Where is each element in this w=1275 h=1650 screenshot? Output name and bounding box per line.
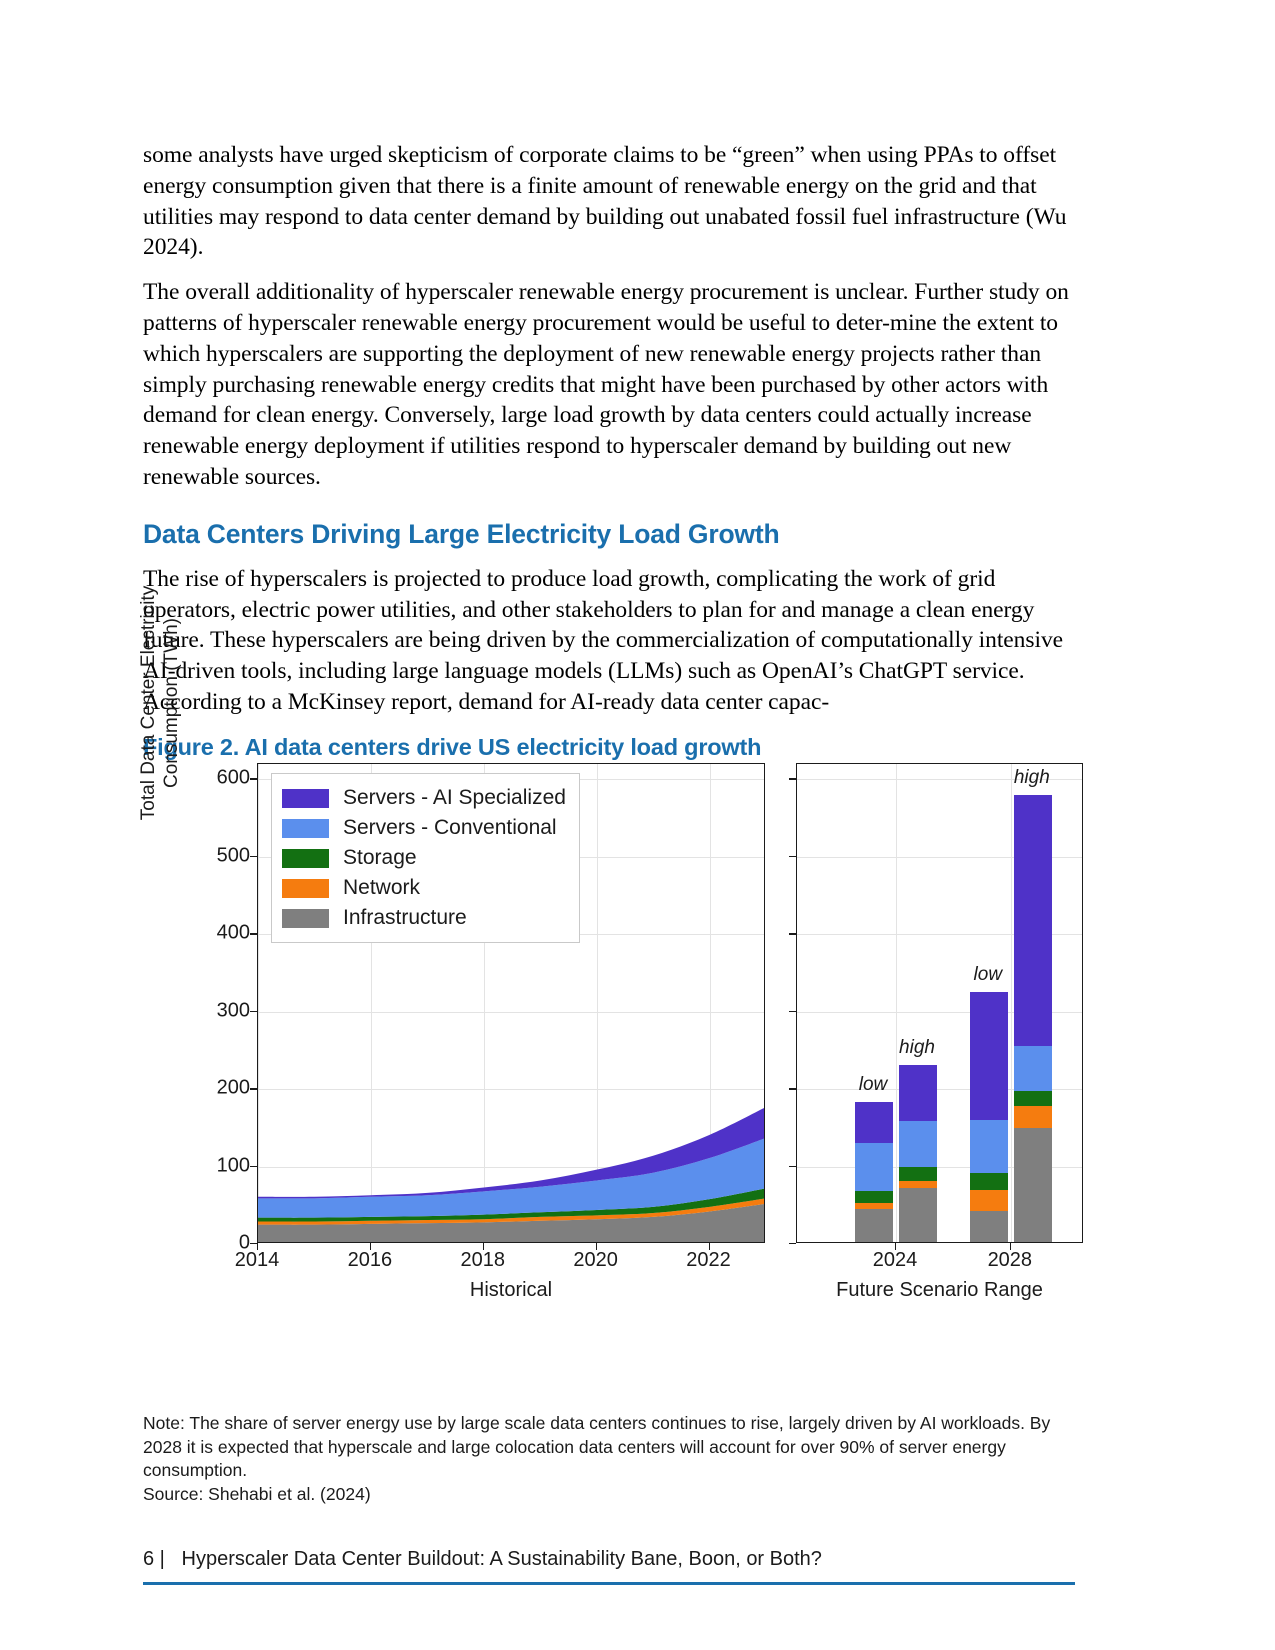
legend-item-infrastructure — [282, 903, 566, 933]
footer-page-number: 6 | — [143, 1548, 165, 1570]
bar-segment-servers-ai-specialized — [899, 1065, 937, 1121]
figure-source: Source: Shehabi et al. (2024) — [143, 1483, 371, 1504]
figure-title: Figure 2. AI data centers drive US electricity load growth — [143, 734, 762, 760]
y-tick-mark-right — [789, 856, 796, 857]
y-tick-mark — [250, 933, 257, 934]
bar-segment-storage — [1014, 1091, 1052, 1106]
y-axis-ticks — [188, 763, 250, 1254]
legend-label-infrastructure: Infrastructure — [343, 906, 467, 929]
y-tick-label: 500 — [216, 844, 250, 867]
x-tick-label: 2022 — [686, 1249, 731, 1271]
x-tick-label: 2018 — [460, 1249, 506, 1271]
y-tick-mark-right — [789, 778, 796, 779]
x-tick-label: 2020 — [573, 1249, 618, 1271]
gridline-vertical-right — [1011, 764, 1012, 1242]
legend-item-servers-conventional — [282, 813, 566, 843]
paragraph-1: some analysts have urged skepticism of corporate claims to be “green” when using PPAs to offset energy consumption given that there is a finite amount of renewable energy on the grid and that utilities may respond to data center demand by building out unabated fossil fuel infrastructure (Wu 2024). — [143, 142, 1067, 261]
y-tick-label: 400 — [216, 921, 250, 944]
bar-segment-servers-conventional — [1014, 1046, 1052, 1091]
bar-segment-servers-conventional — [970, 1120, 1008, 1173]
figure-notes — [143, 1412, 1083, 1506]
footer-divider — [143, 1582, 1075, 1585]
y-tick-mark — [250, 778, 257, 779]
y-tick-label: 0 — [238, 1231, 250, 1254]
legend-swatch-infrastructure — [282, 909, 329, 928]
x-axis-title-future: Future Scenario Range — [836, 1279, 1043, 1301]
y-tick-mark-right — [789, 1011, 796, 1012]
y-axis-label-line2: Consumption (TWh) — [161, 618, 182, 788]
y-tick-mark-right — [789, 1166, 796, 1167]
x-tick-label-right: 2024 — [872, 1249, 918, 1271]
legend-label-servers-conventional: Servers - Conventional — [343, 816, 557, 839]
bar-segment-storage — [970, 1173, 1008, 1190]
paragraph-2: The overall additionality of hyperscaler renewable energy procurement is unclear. Further study on patterns of hyperscaler renewable energy procurement would be useful to deter-mine the extent to which hyperscalers are supporting the deployment of new renewable energy projects rather than simply purchasing renewable energy credits that might have been purchased by other actors with demand for clean energy. Conversely, large load growth by data centers could actually increase renewable energy deployment if utilities respond to hyperscaler demand by building out new renewable sources. — [143, 279, 1069, 490]
bar-segment-servers-conventional — [855, 1143, 893, 1191]
bar-scenario-label-2028-low: low — [973, 964, 1003, 986]
x-tick-label: 2014 — [234, 1249, 280, 1271]
y-tick-mark — [250, 1243, 257, 1244]
legend-swatch-storage — [282, 849, 329, 868]
bar-segment-infrastructure — [970, 1211, 1008, 1243]
y-tick-label: 300 — [216, 999, 250, 1022]
y-tick-mark — [250, 1166, 257, 1167]
y-tick-mark — [250, 1088, 257, 1089]
bar-segment-network — [855, 1203, 893, 1209]
legend-label-storage: Storage — [343, 846, 417, 869]
bar-segment-infrastructure — [855, 1209, 893, 1243]
page-footer — [143, 1548, 1083, 1571]
bar-segment-servers-conventional — [899, 1121, 937, 1167]
bar-segment-network — [970, 1190, 1008, 1212]
figure-note: Note: The share of server energy use by large scale data centers continues to rise, largely driven by AI workloads. By 2028 it is expected that hyperscale and large colocation data centers will account for over 90% of server energy consumption. — [143, 1413, 1051, 1480]
legend-item-storage — [282, 843, 566, 873]
paragraph-3: The rise of hyperscalers is projected to produce load growth, complicating the work of grid operators, electric power utilities, and other stakeholders to plan for and manage a clean energy future. These hyperscalers are being driven by the commercialization of computationally intensive AI-driven tools, including large language models (LLMs) such as OpenAI’s ChatGPT service. According to a McKinsey report, demand for AI-ready data center capac- — [143, 565, 1064, 715]
y-axis-label-line1: Total Data Center Electricity — [138, 585, 159, 821]
future-panel — [796, 763, 1083, 1243]
y-axis-label — [137, 538, 183, 868]
legend-label-network: Network — [343, 876, 421, 899]
legend-swatch-servers-ai — [282, 789, 329, 808]
legend-label-servers-ai: Servers - AI Specialized — [343, 786, 566, 809]
section-heading: Data Centers Driving Large Electricity Load Growth — [143, 518, 780, 549]
bar-segment-servers-ai-specialized — [1014, 795, 1052, 1046]
legend-swatch-network — [282, 879, 329, 898]
bar-scenario-label-2024-high: high — [899, 1037, 935, 1059]
y-tick-mark-right — [789, 1088, 796, 1089]
x-tick-label: 2016 — [347, 1249, 393, 1271]
y-tick-label: 600 — [216, 766, 250, 789]
bar-segment-network — [899, 1181, 937, 1188]
y-tick-label: 100 — [216, 1154, 250, 1177]
bar-segment-storage — [899, 1167, 937, 1181]
legend-item-network — [282, 873, 566, 903]
footer-document-title: Hyperscaler Data Center Buildout: A Sustainability Bane, Boon, or Both? — [181, 1548, 822, 1570]
x-axis-title-historical: Historical — [469, 1279, 553, 1301]
bar-scenario-label-2024-low: low — [858, 1074, 888, 1096]
legend-item-servers-ai — [282, 783, 566, 813]
bar-segment-storage — [855, 1191, 893, 1203]
y-tick-mark-right — [789, 933, 796, 934]
y-tick-mark-right — [789, 1243, 796, 1244]
chart-legend — [271, 773, 580, 943]
bar-segment-servers-ai-specialized — [855, 1102, 893, 1143]
x-tick-label-right: 2028 — [987, 1249, 1033, 1271]
bar-scenario-label-2028-high: high — [1013, 766, 1050, 788]
y-tick-mark — [250, 856, 257, 857]
bar-segment-infrastructure — [899, 1188, 937, 1243]
body-content — [143, 140, 1073, 732]
gridline-vertical-right — [896, 764, 897, 1242]
y-tick-mark — [250, 1011, 257, 1012]
y-tick-label: 200 — [216, 1076, 250, 1099]
figure-title-container — [143, 734, 1093, 761]
bar-segment-infrastructure — [1014, 1128, 1052, 1243]
bar-segment-servers-ai-specialized — [970, 992, 1008, 1120]
bar-segment-network — [1014, 1106, 1052, 1128]
legend-swatch-servers-conventional — [282, 819, 329, 838]
